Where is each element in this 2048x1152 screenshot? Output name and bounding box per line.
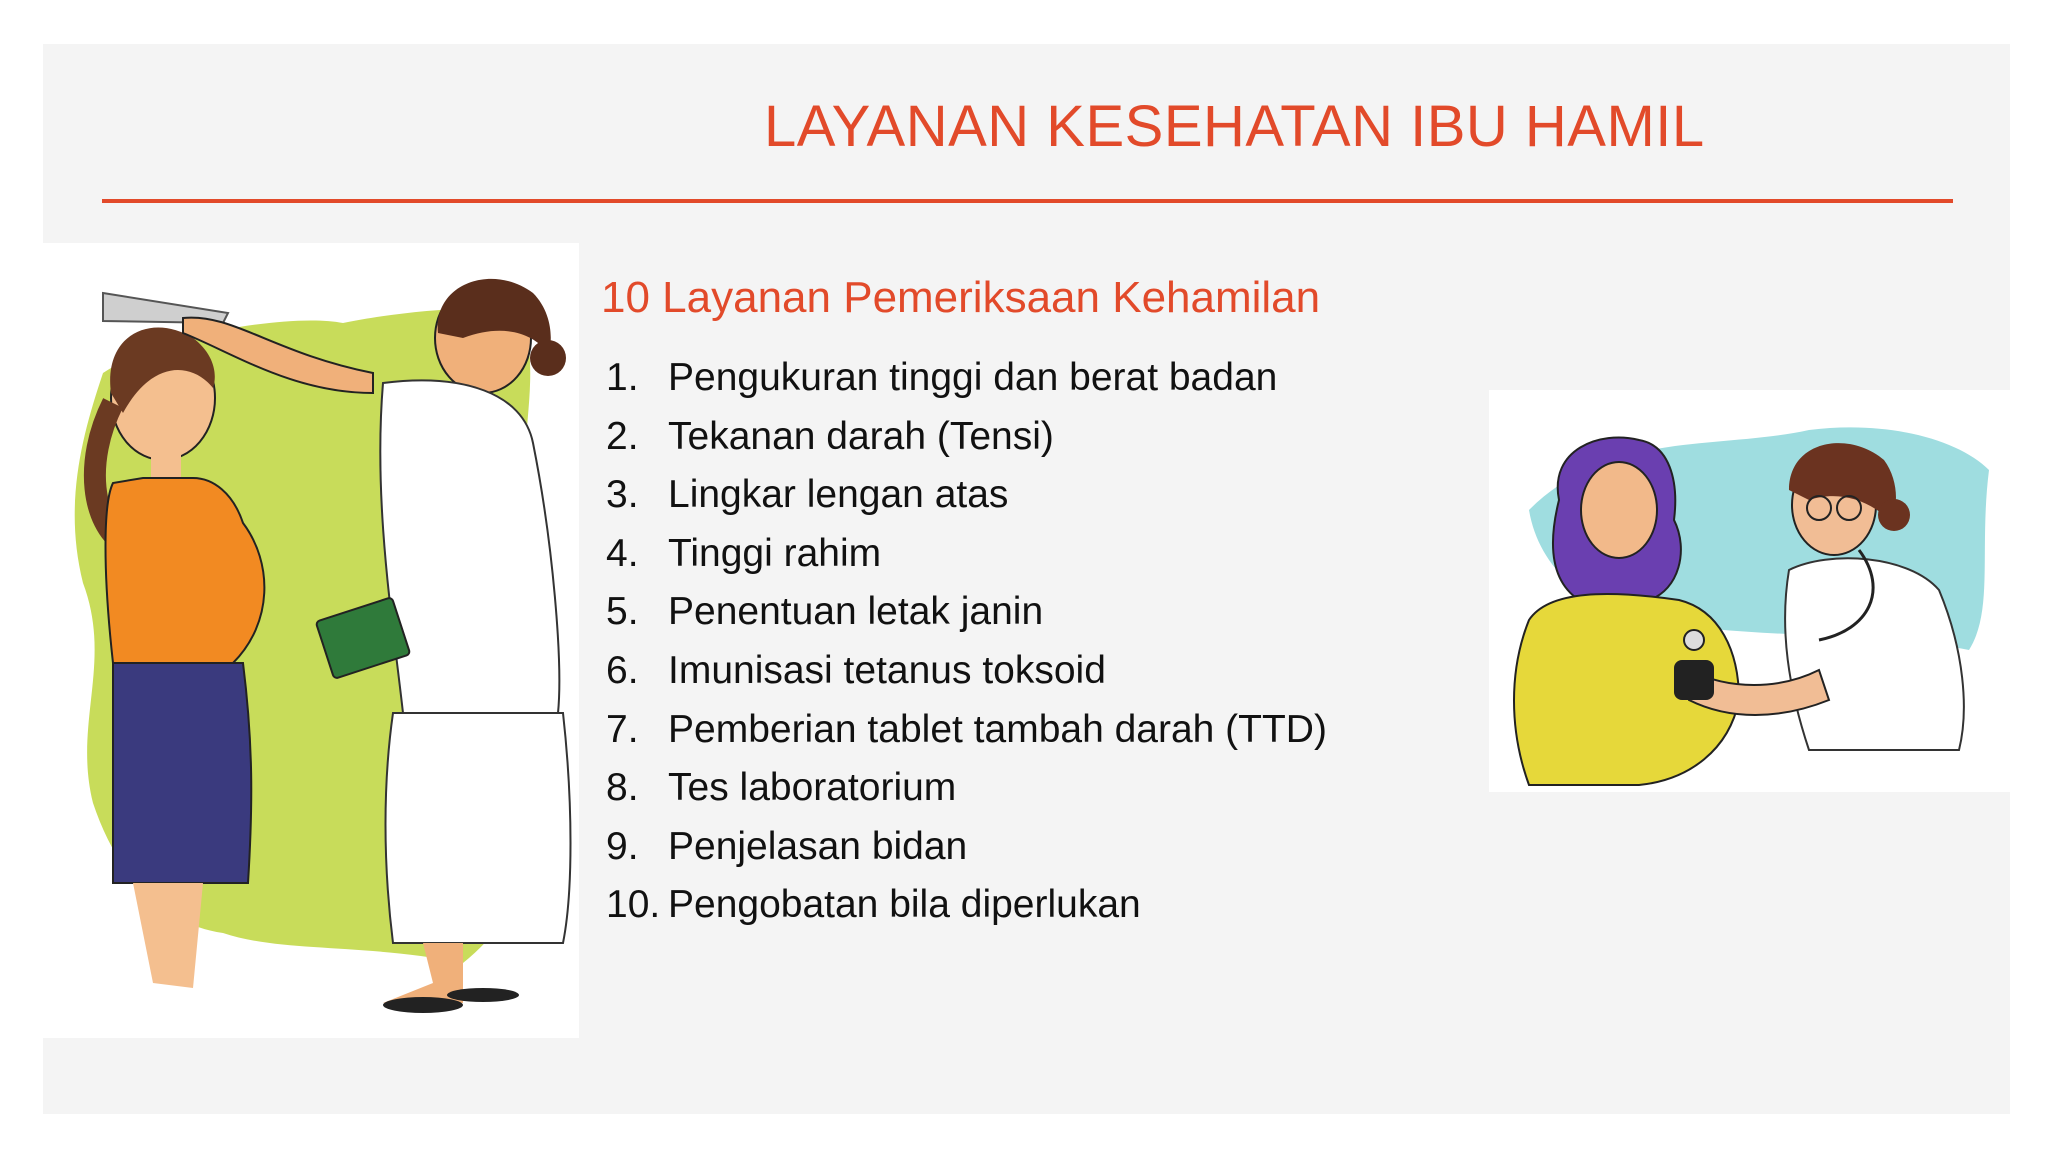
- list-heading: 10 Layanan Pemeriksaan Kehamilan: [601, 273, 1321, 322]
- list-item: [606, 592, 1327, 651]
- item-text: Penentuan letak janin: [668, 590, 1044, 634]
- list-item: [606, 358, 1327, 417]
- item-number: 3.: [606, 473, 639, 517]
- list-item: [606, 885, 1327, 944]
- item-text: Tekanan darah (Tensi): [668, 414, 1054, 458]
- item-text: Pemberian tablet tambah darah (TTD): [668, 707, 1327, 751]
- service-list: [606, 358, 1327, 944]
- item-number: 9.: [606, 824, 639, 868]
- list-item: [606, 824, 1327, 886]
- item-number: 1.: [606, 356, 639, 399]
- item-text: Pengukuran tinggi dan berat badan: [668, 356, 1278, 399]
- item-text: Penjelasan bidan: [668, 824, 968, 868]
- blood-pressure-illustration: [1489, 390, 2010, 792]
- item-text: Tes laboratorium: [668, 766, 957, 810]
- item-text: Imunisasi tetanus toksoid: [668, 648, 1106, 692]
- item-number: 4.: [606, 531, 639, 575]
- list-item: [606, 648, 1327, 710]
- item-number: 10.: [606, 883, 661, 927]
- item-text: Lingkar lengan atas: [668, 473, 1009, 517]
- item-text: Pengobatan bila diperlukan: [668, 883, 1141, 927]
- list-item: [606, 414, 1327, 476]
- list-item: [606, 768, 1327, 827]
- height-measurement-illustration: [43, 243, 579, 1038]
- list-item: [606, 475, 1327, 534]
- item-number: 8.: [606, 766, 639, 810]
- list-item: [606, 531, 1327, 593]
- item-text: Tinggi rahim: [668, 531, 882, 575]
- list-item: [606, 707, 1327, 769]
- item-number: 7.: [606, 707, 639, 751]
- item-number: 6.: [606, 648, 639, 692]
- slide-title: LAYANAN KESEHATAN IBU HAMIL: [764, 94, 1705, 159]
- item-number: 5.: [606, 590, 639, 634]
- title-divider: [102, 199, 1953, 203]
- item-number: 2.: [606, 414, 639, 458]
